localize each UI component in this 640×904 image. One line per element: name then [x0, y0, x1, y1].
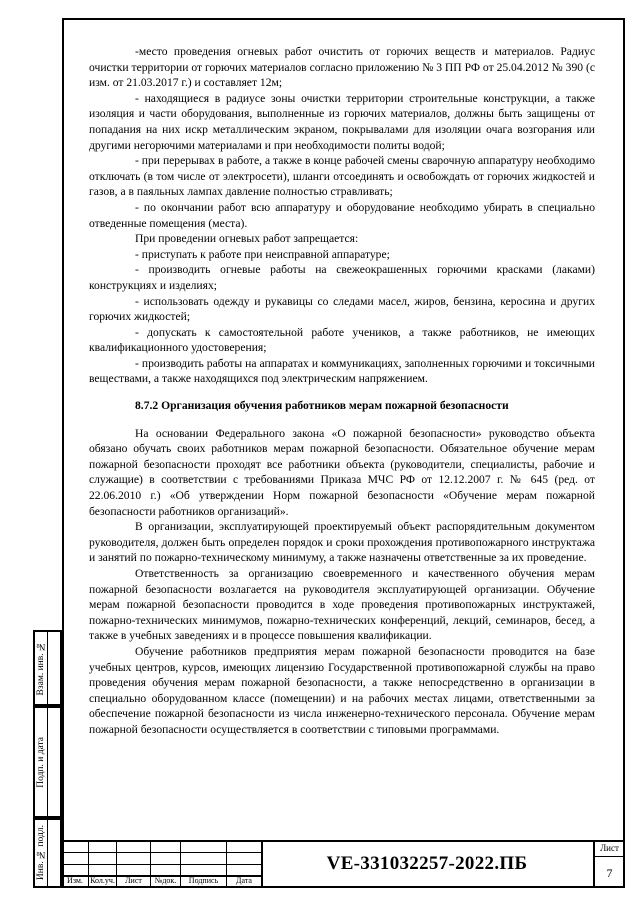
paragraph: - приступать к работе при неисправной аппаратуре;	[135, 247, 390, 261]
stamp-col-list: Лист	[125, 876, 142, 885]
side-box-inv	[33, 818, 62, 888]
paragraph: На основании Федерального закона «О пожарной безопасности» руководство объекта обязано обучать своих работников мерам пожарной безопасности. Обязательное обучение мерам пожарной безопасности проходят все работники объекта (руководители, специалисты, рабочие и служащие) в соответствии с требованиями Приказа МЧС РФ от 12.12.2007 г. № 645 (ред. от 22.06.2010 г.) «Об утверждении Норм пожарной безопасности «Обучение мерам пожарной безопасности работников организаций».	[89, 426, 595, 518]
stamp-col-kol: Кол.уч.	[90, 876, 115, 885]
stamp-col-ndok: №док.	[154, 876, 177, 885]
paragraph: - допускать к самостоятельной работе учеников, а также работников, не имеющих квалификационного удостоверения;	[89, 325, 595, 355]
stamp-col-izm: Изм.	[67, 876, 83, 885]
document-body	[89, 44, 595, 738]
sheet-label: Лист	[600, 843, 619, 853]
paragraph: - производить работы на аппаратах и коммуникациях, заполненных горючими и токсичными веществами, а также находящихся под электрическим напряжением.	[89, 356, 595, 386]
stamp-col-data: Дата	[236, 876, 252, 885]
sheet-number: 7	[606, 865, 613, 880]
side-box-vzam	[33, 630, 62, 706]
paragraph: - по окончании работ всю аппаратуру и оборудование необходимо убирать в специально отведенные помещения (места).	[89, 200, 595, 230]
paragraph: - использовать одежду и рукавицы со следами масел, жиров, бензина, керосина и других горючих жидкостей;	[89, 294, 595, 324]
paragraph: - при перерывах в работе, а также в конце рабочей смены сварочную аппаратуру необходимо отключать (в том числе от электросети), шланги отсоединять и освобождать от горючих жидкостей и газов, а в паяльных лампах давление полностью стравливать;	[89, 154, 595, 199]
section-heading: 8.7.2 Организация обучения работников мерам пожарной безопасности	[135, 399, 509, 413]
paragraph: При проведении огневых работ запрещается:	[135, 232, 359, 246]
paragraph: Обучение работников предприятия мерам пожарной безопасности проводится на базе учебных центров, курсов, имеющих лицензию Государственной противопожарной службы на право проведения обучения мерам пожарной безопасности, а также непосредственно в организации в специально оборудованном классе (помещении) и на рабочих местах лицами, ответственными за обеспечение пожарной безопасности из числа инженерно-технического персонала. Обучение мерам пожарной безопасности осуществляется в соответствии с типовыми программами.	[89, 644, 595, 736]
paragraph: - находящиеся в радиусе зоны очистки территории строительные конструкции, а также изоляция и части оборудования, выполненные из горючих материалов, должны быть защищены от попадания на них искр металлическим экраном, покрывалами для изоляции очага возгорания или другими негорючими материалами и при необходимости политы водой;	[89, 91, 595, 152]
paragraph: -место проведения огневых работ очистить от горючих веществ и материалов. Радиус очистки территории от горючих материалов согласно приложению № 3 ПП РФ от 25.04.2012 № 390 (с изм. от 21.03.2017 г.) и составляет 12м;	[89, 45, 595, 90]
side-box-podp	[33, 706, 62, 818]
paragraph: В организации, эксплуатирующей проектируемый объект распорядительным документом руководителя, должен быть определен порядок и сроки прохождения противопожарного инструктажа и занятий по пожарно-техническому минимуму, а также назначены ответственные за их проведение.	[89, 520, 595, 565]
side-label-vzam: Взам. инв. №	[36, 640, 46, 696]
side-label-inv: Инв. № подл.	[36, 825, 46, 881]
document-code: VE-331032257-2022.ПБ	[326, 853, 528, 874]
paragraph: Ответственность за организацию своевременного и качественного обучения мерам пожарной безопасности возлагается на руководителя эксплуатирующей организации. Обучение мерам пожарной безопасности проводится в ходе проведения противопожарных инструктажей, пожарно-технических минимумов, пожарно-технических конференций, лекций, семинаров, бесед, а также в учебных заведениях и в процессе повышения квалификации.	[89, 567, 595, 643]
side-label-podp: Подп. и дата	[36, 736, 46, 788]
stamp-col-podpis: Подпись	[188, 876, 219, 885]
paragraph: - производить огневые работы на свежеокрашенных горючими красками (лаками) конструкциях и изделиях;	[89, 263, 595, 292]
